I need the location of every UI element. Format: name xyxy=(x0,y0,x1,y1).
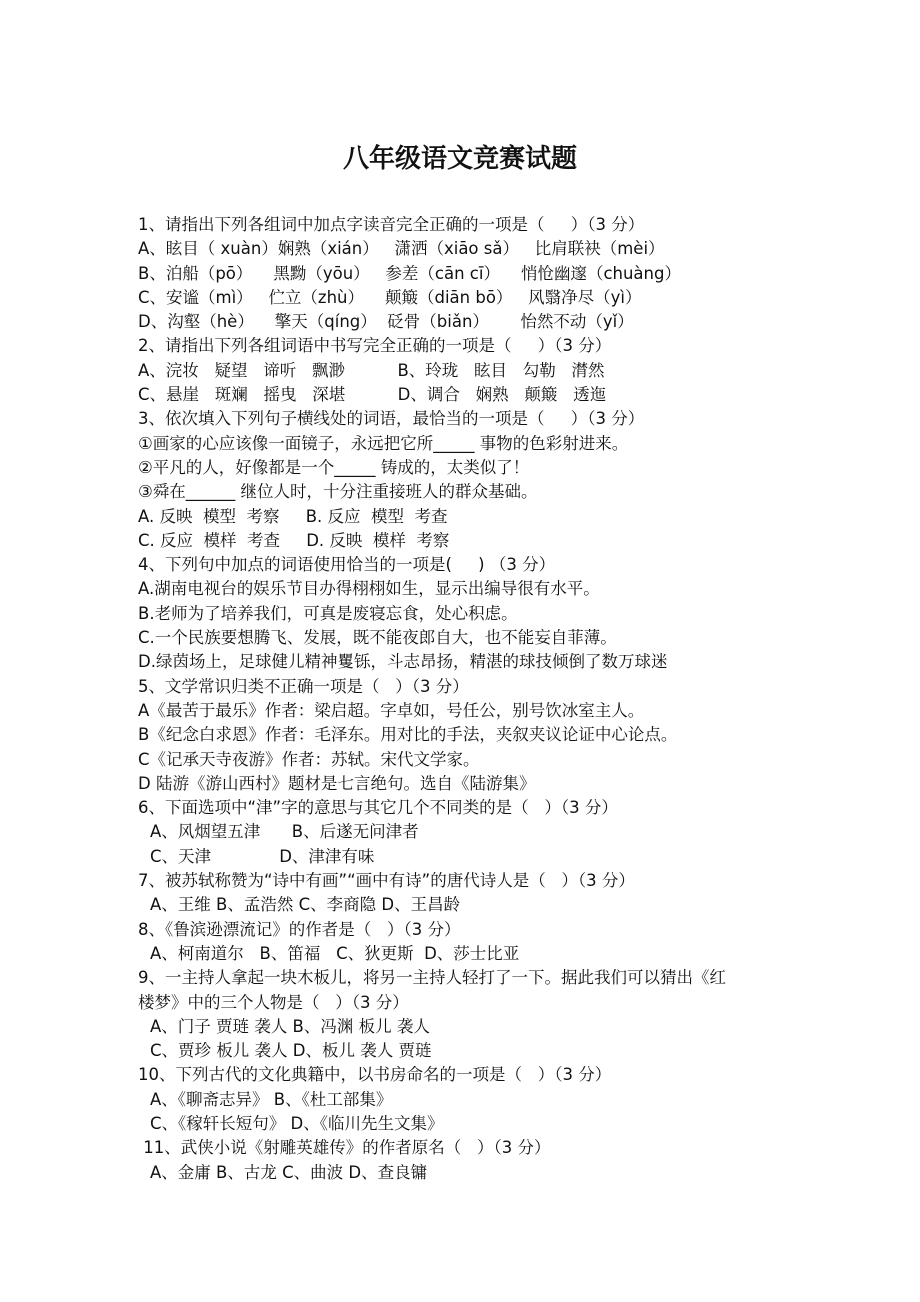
text-line: A、王维 B、孟浩然 C、李商隐 D、王昌龄 xyxy=(150,895,461,915)
text-line: 8、《鲁滨逊漂流记》的作者是（ ）（3 分） xyxy=(138,919,461,939)
text-line: A.湖南电视台的娱乐节目办得栩栩如生，显示出编导很有水平。 xyxy=(138,579,600,599)
text-line: C《记承天寺夜游》作者：苏轼。宋代文学家。 xyxy=(138,749,480,769)
text-line: ①画家的心应该像一面镜子，永远把它所_____ 事物的色彩射进来。 xyxy=(138,433,629,453)
text-line: A、门子 贾琏 袭人 B、冯渊 板儿 袭人 xyxy=(150,1016,430,1036)
text-line: 11、武侠小说《射雕英雄传》的作者原名（ ）（3 分） xyxy=(138,1138,551,1158)
text-line: 9、一主持人拿起一块木板儿，将另一主持人轻打了一下。据此我们可以猜出《红 xyxy=(138,968,726,988)
text-line: ③舜在______ 继位人时，十分注重接班人的群众基础。 xyxy=(138,482,538,502)
text-line: A、金庸 B、古龙 C、曲波 D、查良镛 xyxy=(150,1162,428,1182)
text-line: B《纪念白求恩》作者：毛泽东。用对比的手法，夹叙夹议论证中心论点。 xyxy=(138,725,678,745)
text-line: C、贾珍 板儿 袭人 D、板儿 袭人 贾琏 xyxy=(150,1041,432,1061)
text-line: C. 反应 模样 考查 D. 反映 模样 考察 xyxy=(138,530,450,550)
text-line: C、安谧（mì） 伫立（zhù） 颠簸（diān bō） 风翳净尽（yì） xyxy=(138,287,642,307)
text-line: A、浣妆 疑望 谛听 飘渺 B、玲珑 眩目 勾勒 潸然 xyxy=(138,360,605,380)
text-line: C、天津 D、津津有味 xyxy=(150,846,375,866)
document-title: 八年级语文竞赛试题 xyxy=(342,144,577,174)
text-line: D、沟壑（hè） 擎天（qíng） 砭骨（biǎn） 怡然不动（yǐ） xyxy=(138,312,634,332)
text-line: A《最苦于最乐》作者：梁启超。字卓如，号任公，别号饮冰室主人。 xyxy=(138,700,645,720)
text-line: 2、请指出下列各组词语中书写完全正确的一项是（ ）（3 分） xyxy=(138,336,612,356)
text-line: B.老师为了培养我们，可真是废寝忘食，处心积虑。 xyxy=(138,603,518,623)
text-line: 7、被苏轼称赞为“诗中有画”“画中有诗”的唐代诗人是（ ）（3 分） xyxy=(138,871,635,891)
text-line: 10、下列古代的文化典籍中，以书房命名的一项是（ ）（3 分） xyxy=(138,1065,612,1085)
text-line: B、泊船（pō） 黑黝（yōu） 参差（cān cī） 悄怆幽邃（chuàng） xyxy=(138,263,681,283)
text-line: D 陆游《游山西村》题材是七言绝句。选自《陆游集》 xyxy=(138,773,536,793)
text-line: ②平凡的人，好像都是一个_____ 铸成的，太类似了！ xyxy=(138,457,530,477)
text-line: 4、下列句中加点的词语使用恰当的一项是( ) （3 分） xyxy=(138,555,556,575)
text-line: A、风烟望五津 B、后遂无问津者 xyxy=(150,822,419,842)
text-line: A、眩目（ xuàn）娴熟（xián） 潇洒（xiāo sǎ） 比肩联袂（mèi） xyxy=(138,239,665,259)
text-line: 3、依次填入下列句子横线处的词语，最恰当的一项是（ ）（3 分） xyxy=(138,409,645,429)
text-line: 5、文学常识归类不正确一项是（ ）（3 分） xyxy=(138,676,469,696)
text-line: 楼梦》中的三个人物是（ ）（3 分） xyxy=(138,992,409,1012)
text-line: C、悬崖 斑斓 摇曳 深堪 D、调合 娴熟 颠簸 透迤 xyxy=(138,385,607,405)
text-line: A. 反映 模型 考察 B. 反应 模型 考查 xyxy=(138,506,448,526)
text-line: 6、下面选项中“津”字的意思与其它几个不同类的是（ ）（3 分） xyxy=(138,798,618,818)
text-line: D.绿茵场上，足球健儿精神矍铄，斗志昂扬，精湛的球技倾倒了数万球迷 xyxy=(138,652,668,672)
text-line: 1、请指出下列各组词中加点字读音完全正确的一项是（ ）（3 分） xyxy=(138,215,645,234)
question-body xyxy=(138,213,798,1185)
text-line: C.一个民族要想腾飞、发展，既不能夜郎自大，也不能妄自菲薄。 xyxy=(138,628,617,648)
text-line: A、柯南道尔 B、笛福 C、狄更斯 D、莎士比亚 xyxy=(150,943,520,963)
text-line: C、《稼轩长短句》 D、《临川先生文集》 xyxy=(150,1113,444,1133)
text-line: A、《聊斋志异》 B、《杜工部集》 xyxy=(150,1089,393,1109)
